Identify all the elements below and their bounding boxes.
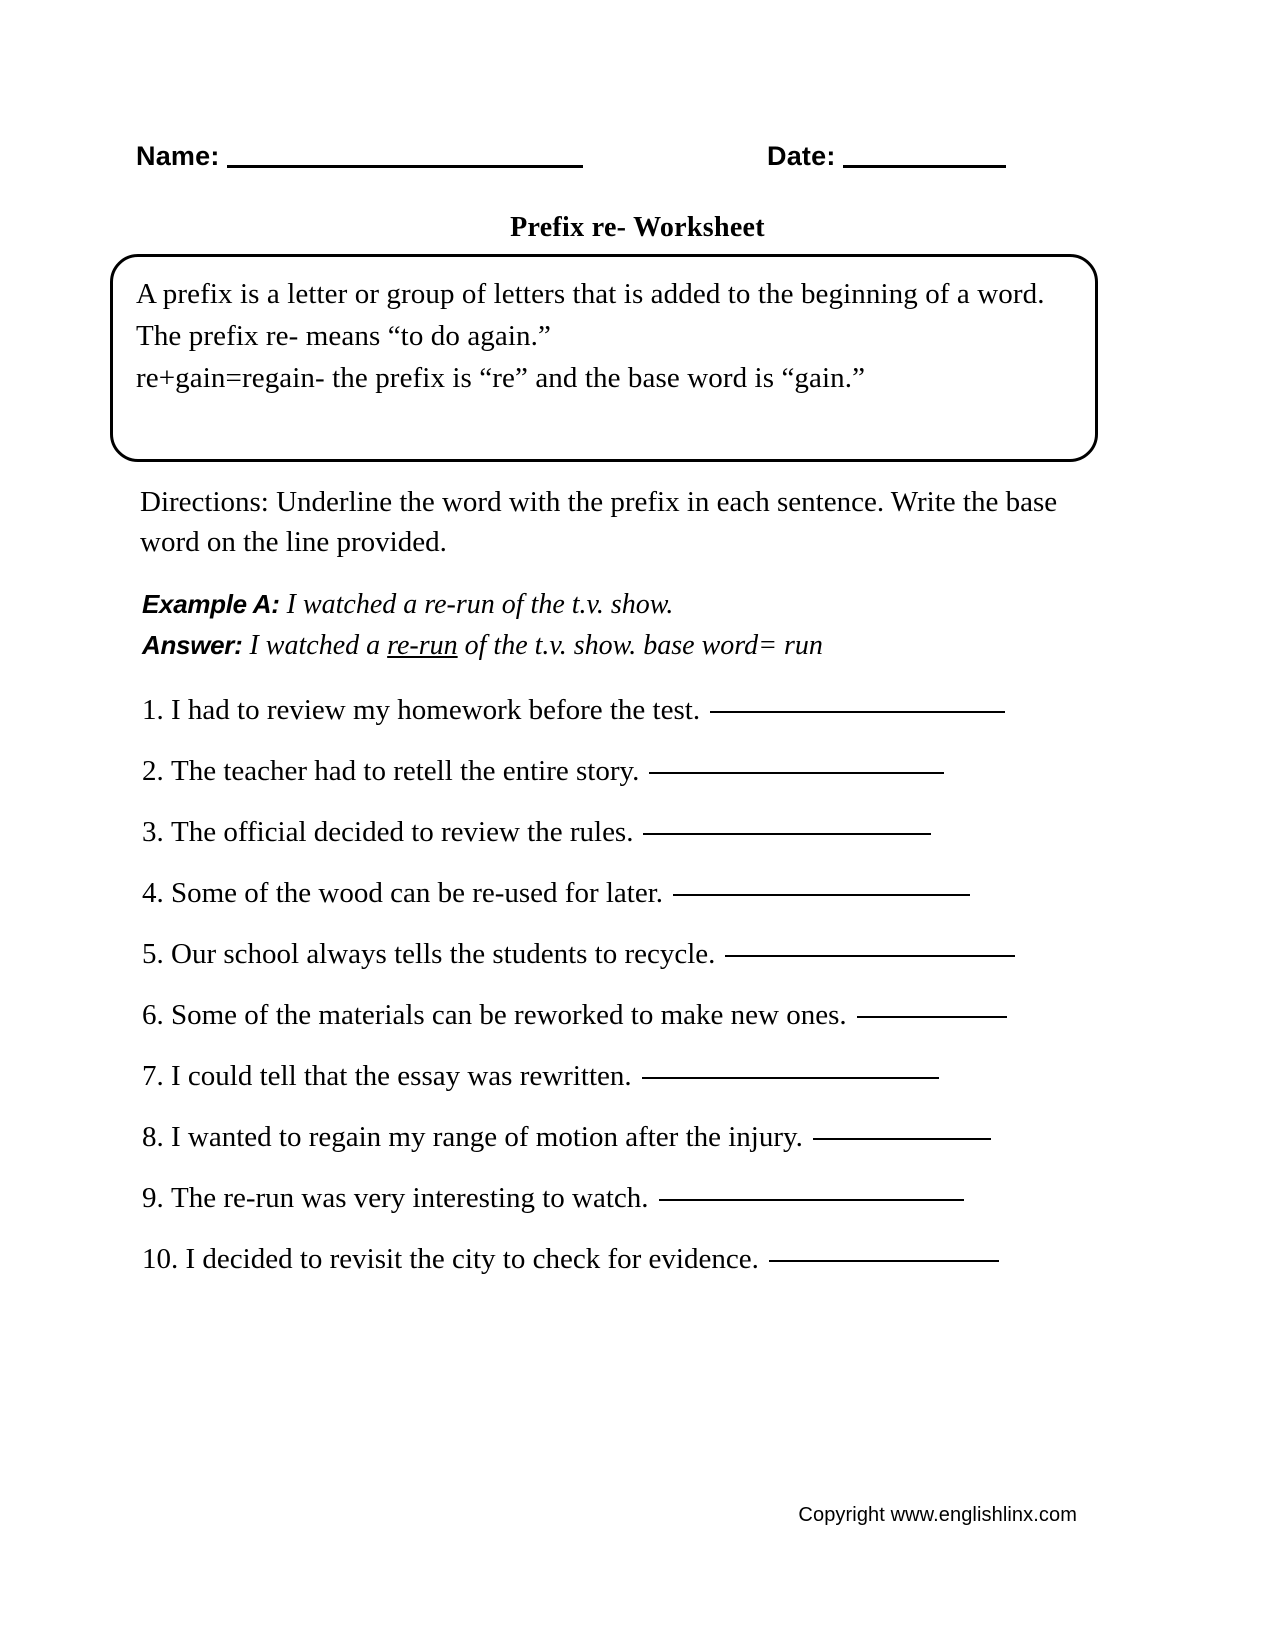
question-text: I decided to revisit the city to check for evidence. [185, 1243, 759, 1275]
name-field-group [136, 140, 583, 172]
question-row-1 [142, 690, 1102, 751]
definition-line-2: The prefix re- means “to do again.” [136, 320, 551, 352]
question-row-3 [142, 812, 1102, 873]
answer-prefix-text: I watched a [249, 630, 388, 661]
question-text: The teacher had to retell the entire story. [171, 755, 640, 787]
answer-label: Answer: [142, 630, 243, 660]
question-number: 9. [142, 1182, 164, 1214]
question-number: 8. [142, 1121, 164, 1153]
question-text: The re-run was very interesting to watch. [171, 1182, 649, 1214]
definition-line-1: A prefix is a letter or group of letters that is added to the beginning of a word. [136, 278, 1045, 310]
header-row [136, 140, 1136, 186]
definition-line-3: re+gain=regain- the prefix is “re” and the base word is “gain.” [136, 362, 866, 394]
answer-blank-line[interactable] [642, 1077, 939, 1079]
question-row-6 [142, 995, 1102, 1056]
question-number: 3. [142, 816, 164, 848]
question-text: I wanted to regain my range of motion after the injury. [171, 1121, 803, 1153]
date-field-group [767, 140, 1006, 172]
answer-underlined-word: re-run [387, 630, 458, 661]
example-line [142, 584, 1082, 625]
answer-blank-line[interactable] [813, 1138, 991, 1140]
date-input-line[interactable] [843, 165, 1006, 168]
question-text: Some of the materials can be reworked to make new ones. [171, 999, 847, 1031]
answer-blank-line[interactable] [659, 1199, 964, 1201]
answer-line [142, 625, 1082, 666]
question-number: 5. [142, 938, 164, 970]
answer-blank-line[interactable] [769, 1260, 999, 1262]
answer-blank-line[interactable] [725, 955, 1015, 957]
question-number: 1. [142, 694, 164, 726]
question-row-8 [142, 1117, 1102, 1178]
definition-box-content [136, 273, 1071, 399]
example-sentence: I watched a re-run of the t.v. show. [286, 589, 674, 620]
directions-text: Directions: Underline the word with the prefix in each sentence. Write the base word on the line provided. [140, 486, 1058, 558]
question-text: I had to review my homework before the test. [171, 694, 701, 726]
question-number: 7. [142, 1060, 164, 1092]
question-number: 6. [142, 999, 164, 1031]
answer-blank-line[interactable] [673, 894, 970, 896]
example-block [142, 584, 1082, 666]
definition-box [110, 254, 1098, 462]
question-text: The official decided to review the rules. [171, 816, 634, 848]
name-label: Name: [136, 141, 220, 171]
name-input-line[interactable] [227, 165, 583, 168]
example-label: Example A: [142, 589, 280, 619]
answer-blank-line[interactable] [649, 772, 944, 774]
question-text: I could tell that the essay was rewritten. [171, 1060, 632, 1092]
answer-blank-line[interactable] [643, 833, 931, 835]
question-number: 10. [142, 1243, 179, 1275]
date-label: Date: [767, 141, 836, 171]
copyright-footer: Copyright www.englishlinx.com [798, 1504, 1077, 1526]
question-text: Our school always tells the students to recycle. [171, 938, 716, 970]
question-number: 4. [142, 877, 164, 909]
answer-blank-line[interactable] [857, 1016, 1007, 1018]
question-row-2 [142, 751, 1102, 812]
question-row-9 [142, 1178, 1102, 1239]
question-row-10 [142, 1239, 1102, 1300]
questions-list [142, 690, 1102, 1300]
question-row-4 [142, 873, 1102, 934]
answer-suffix-text: of the t.v. show. base word= run [457, 630, 823, 661]
page-title: Prefix re- Worksheet [510, 212, 765, 243]
question-row-5 [142, 934, 1102, 995]
question-row-7 [142, 1056, 1102, 1117]
question-number: 2. [142, 755, 164, 787]
answer-blank-line[interactable] [710, 711, 1005, 713]
question-text: Some of the wood can be re-used for later. [171, 877, 664, 909]
